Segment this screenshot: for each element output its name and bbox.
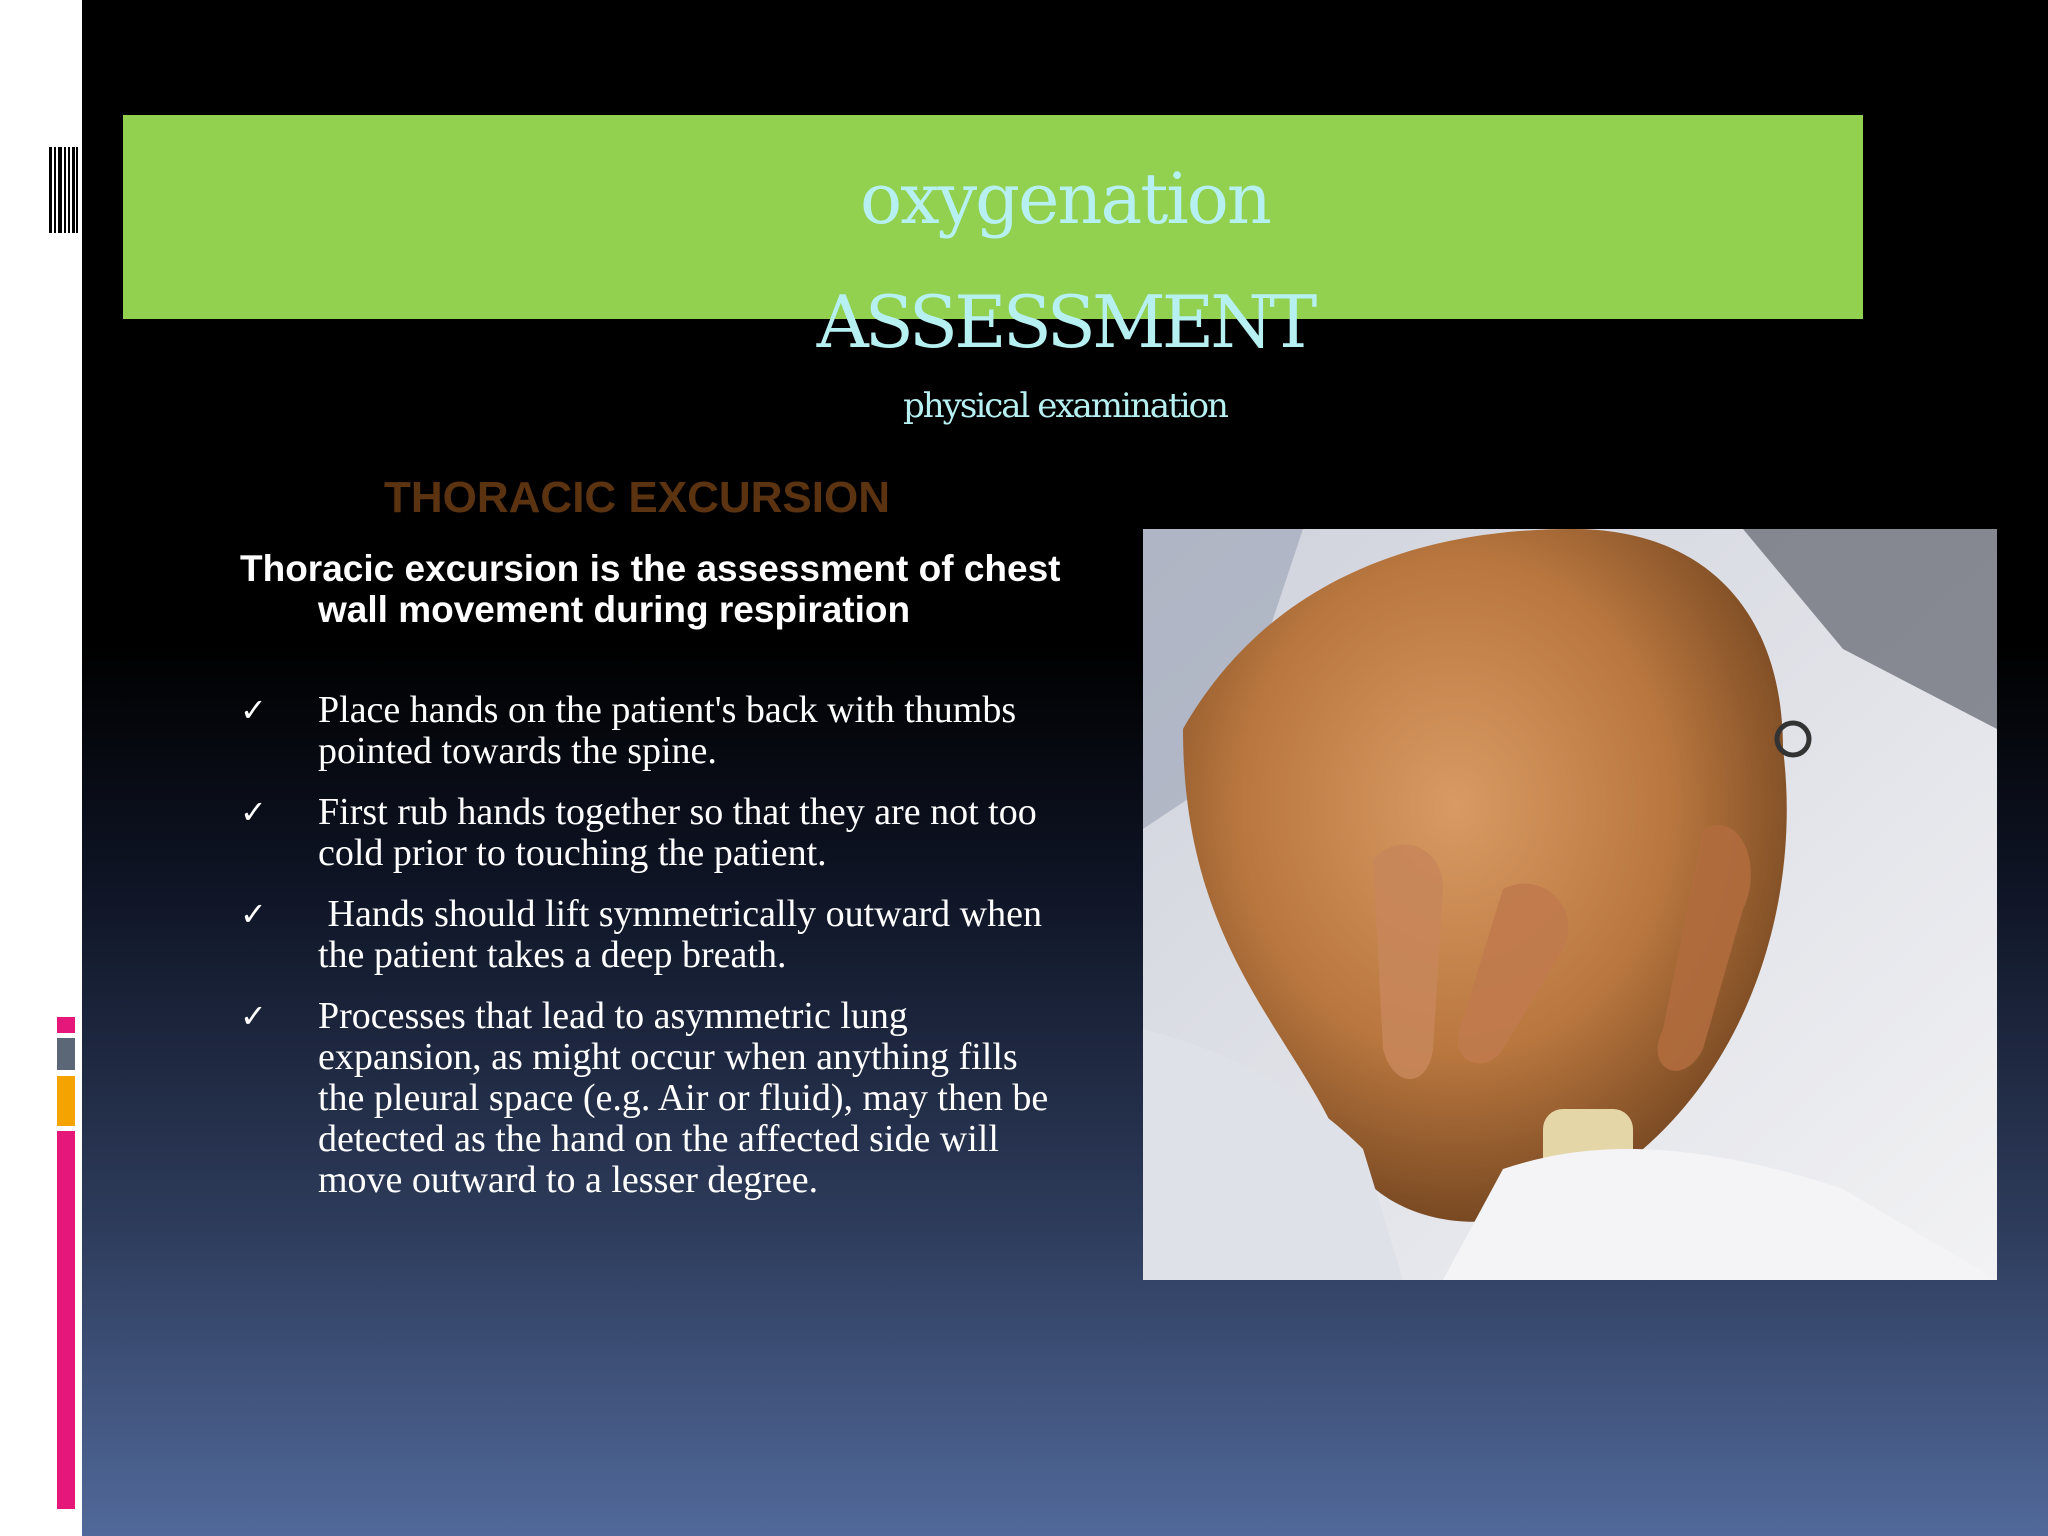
bullet-text: First rub hands together so that they are not too cold prior to touching the patient. [318, 791, 1037, 874]
list-item [240, 894, 1070, 976]
checkmark-icon: ✓ [240, 895, 267, 933]
list-item [240, 996, 1070, 1201]
intro-text: Thoracic excursion is the assessment of chest wall movement during respiration [240, 548, 1061, 630]
checkmark-icon: ✓ [240, 793, 267, 831]
bullet-text: Place hands on the patient's back with thumbs pointed towards the spine. [318, 689, 1017, 772]
chest-palpation-photo [1143, 529, 1997, 1280]
bullet-text: Processes that lead to asymmetric lung expansion, as might occur when anything fills the pleural space (e.g. Air or fluid), may then be detected as the hand on the affected side will move outward to a lesser degree. [318, 995, 1049, 1201]
accent-orange [57, 1076, 75, 1126]
barcode-decoration [49, 147, 79, 233]
slide-subtitle: physical examination [903, 386, 1227, 426]
accent-gray [57, 1038, 75, 1070]
bullet-list [240, 690, 1070, 1221]
slide-title-line2: ASSESSMENT [816, 280, 1314, 364]
accent-pink-long [57, 1131, 75, 1509]
list-item [240, 792, 1070, 874]
list-item [240, 690, 1070, 772]
checkmark-icon: ✓ [240, 691, 267, 729]
bullet-text: Hands should lift symmetrically outward when the patient takes a deep breath. [318, 893, 1052, 976]
slide-title-line1: oxygenation [860, 158, 1270, 240]
accent-pink-top [57, 1017, 75, 1033]
checkmark-icon: ✓ [240, 997, 267, 1035]
chest-palpation-illustration [1143, 529, 1997, 1280]
section-heading: THORACIC EXCURSION [383, 473, 891, 522]
